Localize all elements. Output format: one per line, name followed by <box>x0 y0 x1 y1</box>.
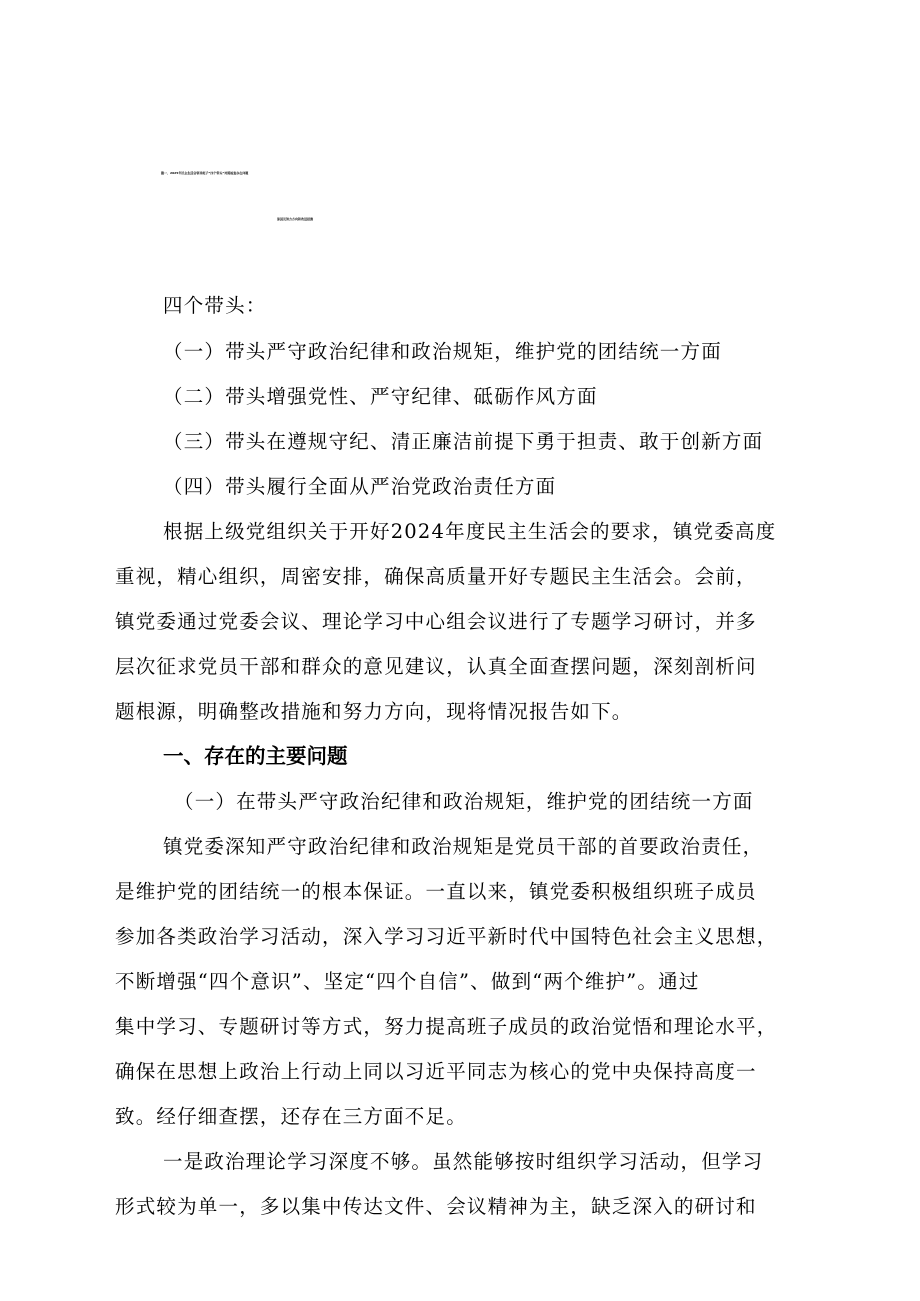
paragraph-line: 镇党委深知严守政治纪律和政治规矩是党员干部的首要政治责任， <box>163 835 764 858</box>
paragraph-line: 是维护党的团结统一的根本保证。一直以来，镇党委积极组织班子成员 <box>115 880 757 903</box>
paragraph-line: 确保在思想上政治上行动上同以习近平同志为核心的党中央保持高度一 <box>115 1060 757 1083</box>
four-heads-item-2: （二）带头增强党性、严守纪律、砥砺作风方面 <box>163 385 598 408</box>
paragraph-line: 镇党委通过党委会议、理论学习中心组会议进行了专题学习研讨，并多 <box>115 610 757 633</box>
paragraph-line: 根据上级党组织关于开好2024年度民主生活会的要求，镇党委高度 <box>163 520 777 543</box>
paragraph-line: 重视，精心组织，周密安排，确保高质量开好专题民主生活会。会前， <box>115 565 757 588</box>
paragraph-line: 题根源，明确整改措施和努力方向，现将情况报告如下。 <box>115 700 633 723</box>
four-heads-item-1: （一）带头严守政治纪律和政治规矩，维护党的团结统一方面 <box>163 340 722 363</box>
document-title-line1: 篇一、2025年民主生活会领导班子“四个带头”对照检查存在问题 <box>161 171 249 175</box>
section-heading: 一、存在的主要问题 <box>163 744 348 768</box>
four-heads-label: 四个带头： <box>163 294 267 317</box>
four-heads-item-4: （四）带头履行全面从严治党政治责任方面 <box>163 475 557 498</box>
subsection-heading: （一）在带头严守政治纪律和政治规矩，维护党的团结统一方面 <box>174 790 754 813</box>
paragraph-line: 集中学习、专题研讨等方式，努力提高班子成员的政治觉悟和理论水平， <box>115 1015 778 1038</box>
paragraph-line: 层次征求党员干部和群众的意见建议，认真全面查摆问题，深刻剖析问 <box>115 655 757 678</box>
paragraph-line: 参加各类政治学习活动，深入学习习近平新时代中国特色社会主义思想， <box>115 925 778 948</box>
paragraph-line: 致。经仔细查摆，还存在三方面不足。 <box>115 1105 467 1128</box>
four-heads-item-3: （三）带头在遵规守纪、清正廉洁前提下勇于担责、敢于创新方面 <box>163 430 764 453</box>
paragraph-line: 一是政治理论学习深度不够。虽然能够按时组织学习活动，但学习 <box>163 1150 764 1173</box>
paragraph-line: 形式较为单一，多以集中传达文件、会议精神为主，缺乏深入的研讨和 <box>115 1195 757 1218</box>
document-title-line2: 原因及努力方向和改进措施 <box>277 217 314 221</box>
paragraph-line: 不断增强“四个意识”、坚定“四个自信”、做到“两个维护”。通过 <box>115 970 700 993</box>
